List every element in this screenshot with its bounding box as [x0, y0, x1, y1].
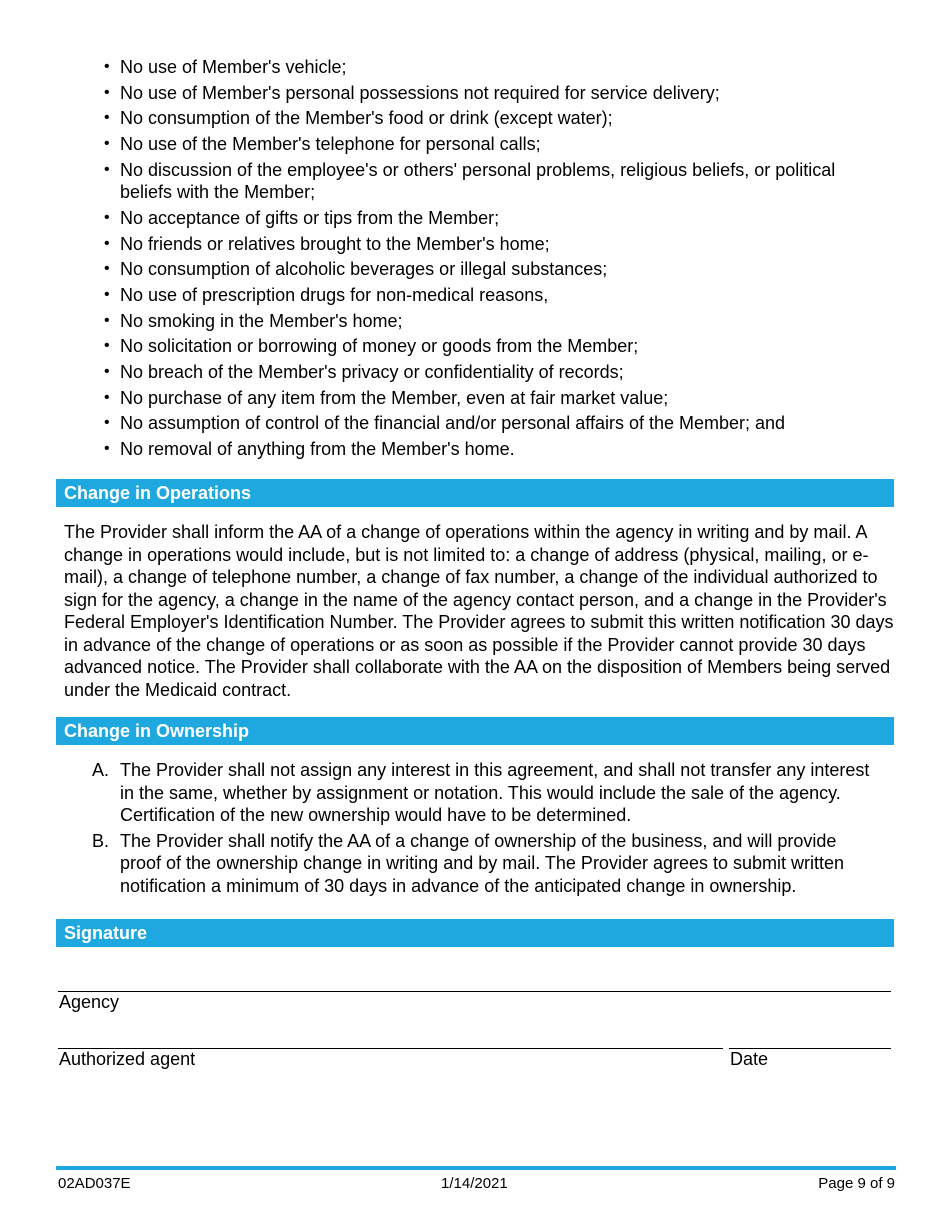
- bullet-icon: •: [104, 234, 110, 252]
- bullet-icon: •: [104, 260, 110, 278]
- list-item: [60, 387, 880, 410]
- footer-page-number: Page 9 of 9: [818, 1175, 895, 1192]
- date-label: Date: [730, 1049, 769, 1069]
- list-item-text: The Provider shall not assign any interest in this agreement, and shall not transfer any interest in the same, whether by assignment or notation. This would include the sale of the agency. Certification of the new ownership would have to be determined.: [120, 760, 870, 825]
- authorized-agent-label: Authorized agent: [59, 1049, 196, 1069]
- list-item-text: No consumption of the Member's food or drink (except water);: [120, 108, 613, 129]
- list-item: [60, 207, 880, 230]
- bullet-icon: •: [104, 286, 110, 303]
- list-marker: B.: [92, 830, 110, 851]
- section-heading-signature: Signature: [56, 919, 894, 947]
- bullet-icon: •: [104, 337, 110, 355]
- agency-label: Agency: [59, 992, 120, 1012]
- list-item-text: The Provider shall notify the AA of a change of ownership of the business, and will provide proof of the ownership change in writing and by mail. The Provider agrees to submit written notification a minimum of 30 days in advance of the anticipated change in ownership.: [120, 830, 845, 896]
- agency-signature-line[interactable]: [58, 991, 891, 992]
- list-item-text: No use of the Member's telephone for personal calls;: [120, 134, 541, 155]
- list-item-text: No smoking in the Member's home;: [120, 310, 403, 331]
- list-item: [60, 82, 880, 105]
- list-item: [60, 159, 880, 204]
- list-item-text: No acceptance of gifts or tips from the Member;: [120, 207, 500, 228]
- list-item: [60, 361, 880, 384]
- footer-date: 1/14/2021: [441, 1175, 508, 1192]
- list-item-text: No friends or relatives brought to the Member's home;: [120, 233, 550, 254]
- ownership-list: [60, 759, 880, 900]
- list-item: [60, 438, 880, 461]
- bullet-icon: •: [104, 58, 110, 75]
- list-item: [60, 759, 880, 827]
- bullet-icon: •: [104, 440, 110, 458]
- list-item-text: No assumption of control of the financial and/or personal affairs of the Member; and: [120, 413, 786, 434]
- footer-form-code: 02AD037E: [58, 1175, 131, 1192]
- bullet-icon: •: [104, 109, 110, 127]
- list-item: [60, 284, 880, 307]
- list-item-text: No consumption of alcoholic beverages or illegal substances;: [120, 259, 608, 280]
- list-item: [60, 310, 880, 333]
- footer-divider: [56, 1166, 896, 1170]
- list-item-text: No use of Member's vehicle;: [120, 57, 347, 77]
- list-item: [60, 233, 880, 256]
- list-item: [60, 107, 880, 130]
- operations-paragraph: The Provider shall inform the AA of a change of operations within the agency in writing and by mail. A change in operations would include, but is not limited to: a change of address (physical, mailing, or e-mail), a change of telephone number, a change of fax number, a change of the individual authorized to sign for the agency, a change in the name of the agency contact person, and a change in the Provider's Federal Employer's Identification Number. The Provider agrees to submit this written notification 30 days in advance of the change of operations or as soon as possible if the Provider cannot provide 30 days advanced notice. The Provider shall collaborate with the AA on the disposition of Members being served under the Medicaid contract.: [64, 522, 894, 700]
- list-item-text: No discussion of the employee's or others' personal problems, religious beliefs, or political beliefs with the Member;: [120, 159, 836, 203]
- bullet-icon: •: [104, 414, 110, 432]
- list-item: [60, 56, 880, 79]
- bullet-icon: •: [104, 135, 110, 153]
- list-item: [60, 258, 880, 281]
- bullet-icon: •: [104, 208, 110, 226]
- bullet-icon: •: [104, 160, 110, 178]
- list-item-text: No breach of the Member's privacy or confidentiality of records;: [120, 362, 624, 383]
- conduct-bullet-list: [60, 56, 880, 464]
- list-item-text: No solicitation or borrowing of money or goods from the Member;: [120, 336, 639, 357]
- list-item: [60, 830, 880, 898]
- bullet-icon: •: [104, 388, 110, 406]
- bullet-icon: •: [104, 83, 110, 101]
- list-marker: A.: [92, 760, 110, 780]
- list-item-text: No use of Member's personal possessions not required for service delivery;: [120, 82, 720, 103]
- list-item-text: No removal of anything from the Member's home.: [120, 439, 515, 460]
- section-heading-ownership: Change in Ownership: [56, 717, 894, 745]
- list-item-text: No purchase of any item from the Member, even at fair market value;: [120, 387, 669, 408]
- bullet-icon: •: [104, 311, 110, 329]
- section-heading-operations: Change in Operations: [56, 479, 894, 507]
- list-item-text: No use of prescription drugs for non-medical reasons,: [120, 285, 549, 305]
- list-item: [60, 335, 880, 358]
- list-item: [60, 133, 880, 156]
- list-item: [60, 412, 880, 435]
- bullet-icon: •: [104, 363, 110, 381]
